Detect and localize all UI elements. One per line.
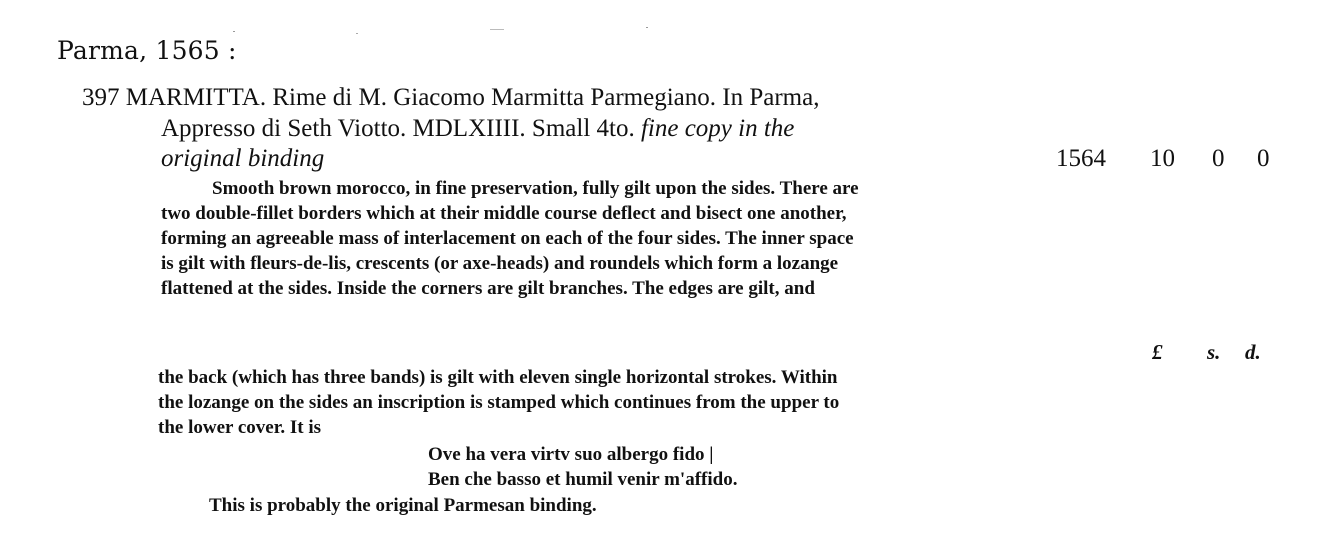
closing-note: This is probably the original Parmesan binding. [209,495,597,516]
inscription-line: Ove ha vera virtv suo albergo fido | [428,444,714,465]
entry-year: 1564 [1056,145,1106,172]
price-shillings: 0 [1212,145,1225,172]
entry-note-continued: original binding [161,145,325,172]
description-line: Smooth brown morocco, in fine preservation, fully gilt upon the sides. There are [212,178,859,199]
entry-title-line-3 [161,145,324,173]
currency-shillings-label: s. [1207,340,1221,364]
description-line: flattened at the sides. Inside the corners are gilt branches. The edges are gilt, and [161,278,815,299]
continuation-line: the lower cover. It is [158,417,322,438]
price-pounds: 10 [1150,145,1175,172]
description-line: is gilt with fleurs-de-lis, crescents (or axe-heads) and roundels which form a lozange [161,253,839,274]
entry-imprint: Appresso di Seth Viotto. MDLXIIII. Small 4to. [161,115,641,142]
continuation-line: the back (which has three bands) is gilt with eleven single horizontal strokes. Within [158,367,838,388]
inscription-line: Ben che basso et humil venir m'affido. [428,469,738,490]
description-line: two double-fillet borders which at their middle course deflect and bisect one another, [161,203,847,224]
description-line: forming an agreeable mass of interlacement on each of the four sides. The inner space [161,228,854,249]
currency-pounds-label: £ [1152,340,1163,364]
entry-note: fine copy in the [640,115,795,142]
place-heading: Parma, 1565 : [57,36,237,65]
price-pence: 0 [1257,145,1270,172]
currency-pence-label: d. [1245,340,1261,364]
continuation-line: the lozange on the sides an inscription is stamped which continues from the upper to [158,392,840,413]
entry-title-line-2 [161,115,794,143]
entry-title-line-1: 397 MARMITTA. Rime di M. Giacomo Marmitta Parmegiano. In Parma, [82,84,820,111]
